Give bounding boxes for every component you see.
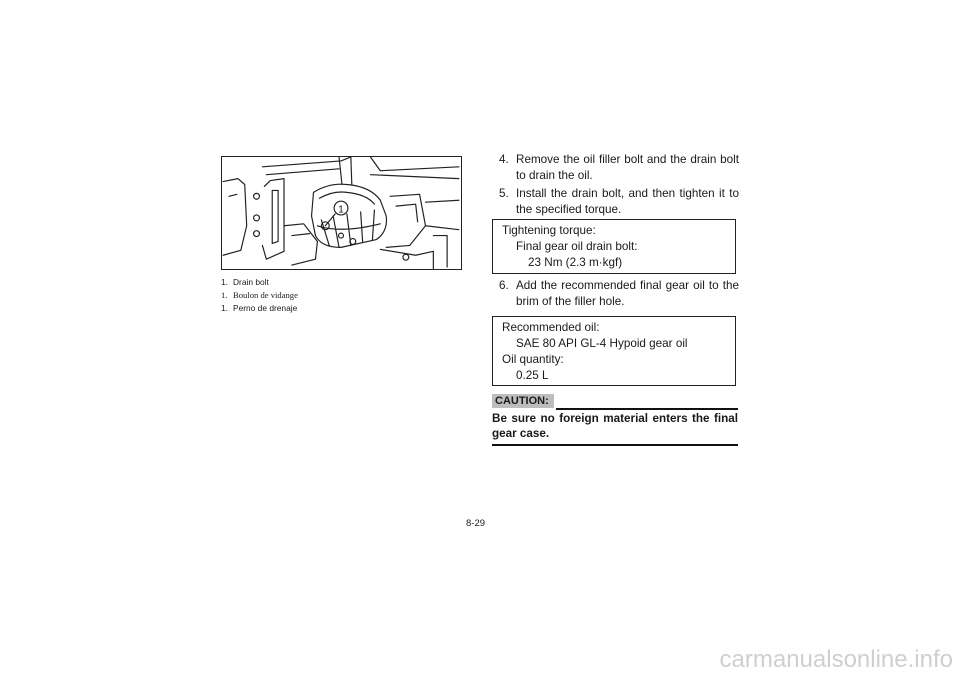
caption-spanish: 1. Perno de drenaje	[221, 303, 298, 313]
caution-text: Be sure no foreign material enters the final gear case.	[492, 412, 738, 440]
figure-captions	[221, 276, 471, 315]
procedure-steps-upper	[492, 152, 739, 220]
caption-french: 1. Boulon de vidange	[221, 290, 298, 300]
watermark-text: carmanualsonline.info	[719, 646, 953, 673]
oil-spec: SAE 80 API GL-4 Hypoid gear oil	[516, 337, 688, 350]
page-number: 8-29	[466, 518, 486, 529]
tightening-torque-box	[492, 219, 736, 274]
callout-number: 1	[338, 204, 344, 216]
torque-value: 23 Nm (2.3 m·kgf)	[528, 256, 623, 269]
caution-rule-bottom	[492, 444, 738, 446]
torque-title: Tightening torque:	[502, 224, 596, 237]
drain-bolt-illustration	[221, 156, 462, 270]
caution-label: CAUTION:	[492, 394, 554, 408]
caution-rule-top	[556, 408, 738, 410]
procedure-steps-lower	[492, 278, 739, 312]
torque-item: Final gear oil drain bolt:	[516, 240, 638, 253]
oil-quantity-value: 0.25 L	[516, 369, 549, 382]
oil-title: Recommended oil:	[502, 321, 600, 334]
step-5: 5. Install the drain bolt, and then tighten it to the specified torque.	[499, 187, 739, 216]
oil-quantity-label: Oil quantity:	[502, 353, 564, 366]
step-6: 6. Add the recommended final gear oil to the brim of the filler hole.	[499, 279, 739, 308]
caption-english: 1. Drain bolt	[221, 277, 269, 287]
step-4: 4. Remove the oil filler bolt and the drain bolt to drain the oil.	[499, 153, 739, 182]
recommended-oil-box	[492, 316, 736, 386]
